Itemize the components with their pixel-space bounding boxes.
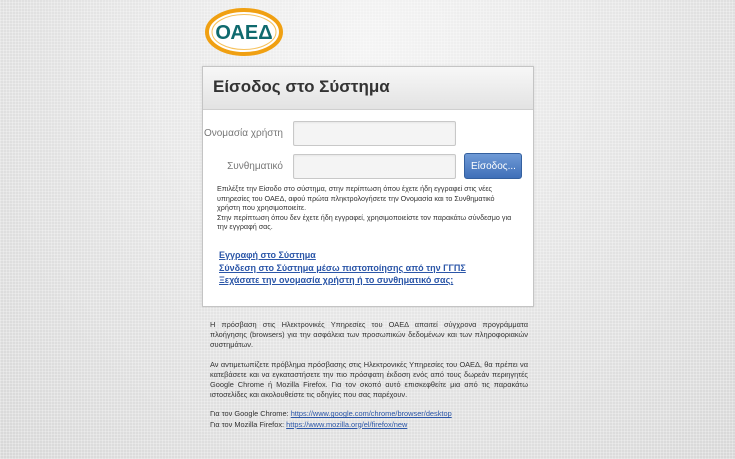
info-paragraph-1: Η πρόσβαση στις Ηλεκτρονικές Υπηρεσίες του ΟΑΕΔ απαιτεί σύγχρονα προγράμματα πλοήγησης (browsers) για την ασφάλεια των προσωπικών δεδομένων και των πληροφοριακών συστημάτων.: [210, 320, 528, 350]
username-input[interactable]: [293, 121, 456, 146]
chrome-label: Για τον Google Chrome:: [210, 409, 289, 419]
browser-info: [210, 320, 528, 430]
firefox-link[interactable]: https://www.mozilla.org/el/firefox/new: [286, 419, 408, 429]
ggps-login-link[interactable]: Σύνδεση στο Σύστημα μέσω πιστοποίησης από την ΓΓΠΣ: [219, 262, 466, 273]
firefox-label: Για τον Mozilla Firefox:: [210, 419, 285, 429]
register-link[interactable]: Εγγραφή στο Σύστημα: [219, 250, 316, 260]
info-paragraph-2: Αν αντιμετωπίζετε πρόβλημα πρόσβασης στις Ηλεκτρονικές Υπηρεσίες του ΟΑΕΔ, θα πρέπει να κατεβάσετε και να εγκαταστήσετε την πιο πρόσφατη έκδοση ενός από τους δωρεάν περιηγητές Google Chrome ή Mozilla Firefox. Για τον σκοπό αυτό επισκεφθείτε μια από τις παρακάτω ιστοσελίδες και ακολουθείστε τις οδηγίες που σας παρέχουν.: [210, 359, 528, 400]
forgot-credentials-link[interactable]: Ξεχάσατε την ονομασία χρήστη ή το συνθηματικό σας;: [219, 275, 454, 285]
password-label: Συνθηματικό: [227, 161, 283, 172]
login-title: Είσοδος στο Σύστημα: [203, 67, 533, 110]
login-help-text: [217, 184, 519, 232]
username-label: Ονομασία χρήστη: [203, 128, 283, 139]
logo-text: ΟΑΕΔ: [215, 22, 273, 44]
chrome-link[interactable]: https://www.google.com/chrome/browser/desktop: [290, 409, 452, 419]
chrome-line: [210, 409, 528, 419]
oaed-logo: [205, 8, 283, 56]
login-button[interactable]: Είσοδος...: [464, 153, 522, 179]
firefox-line: [210, 420, 528, 430]
login-panel: [202, 66, 534, 307]
help-text-2: Στην περίπτωση όπου δεν έχετε ήδη εγγραφεί, χρησιμοποιείστε τον παρακάτω σύνδεσμο για την εγγραφή σας.: [217, 212, 512, 232]
password-input[interactable]: [293, 154, 456, 179]
help-text-1: Επιλέξτε την Είσοδο στο σύστημα, στην περίπτωση όπου έχετε ήδη εγγραφεί στις νέες υπηρεσίες του ΟΑΕΔ, αφού πρώτα πληκτρολογήσετε την Ονομασία και το Συνθηματικό χρήστη που χρησιμοποιείτε.: [217, 184, 495, 213]
login-links: [219, 249, 466, 287]
